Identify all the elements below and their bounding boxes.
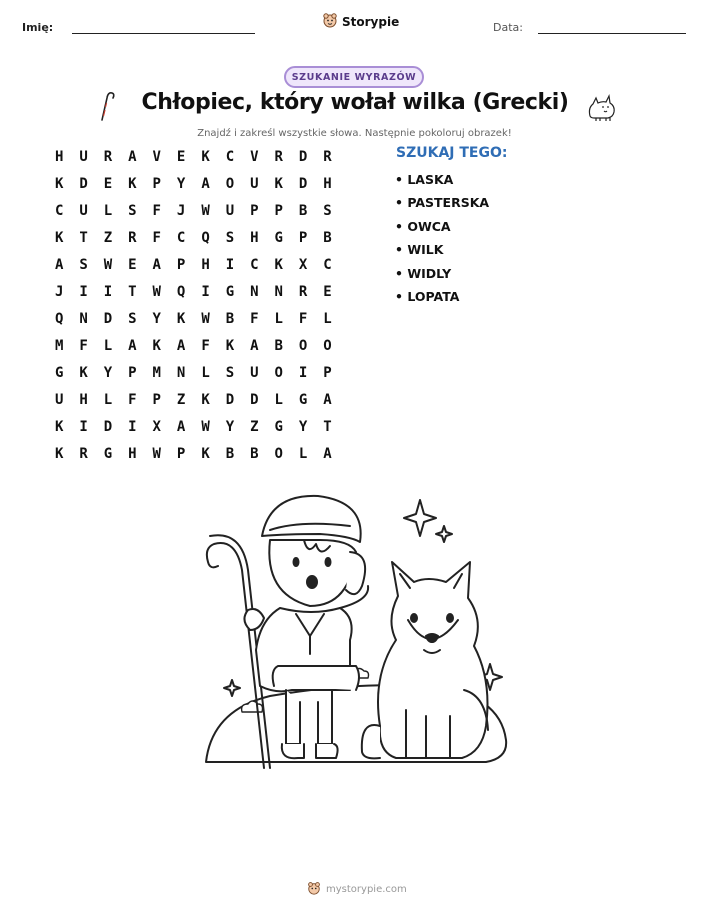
grid-letter[interactable]: U <box>250 365 259 381</box>
grid-letter[interactable]: C <box>225 149 235 165</box>
shepherd-staff-icon <box>96 90 116 126</box>
grid-letter[interactable]: D <box>103 311 113 327</box>
grid-letter[interactable]: B <box>225 311 235 327</box>
grid-letter[interactable]: I <box>201 284 210 300</box>
grid-letter[interactable]: R <box>103 149 113 165</box>
grid-letter[interactable]: N <box>274 284 283 300</box>
grid-letter[interactable]: V <box>152 149 161 165</box>
grid-letter[interactable]: U <box>79 149 88 165</box>
grid-letter[interactable]: K <box>274 176 283 192</box>
grid-letter[interactable]: C <box>250 257 259 273</box>
grid-letter[interactable]: W <box>152 446 161 462</box>
grid-letter[interactable]: H <box>79 392 88 408</box>
grid-row <box>47 147 340 174</box>
grid-letter[interactable]: R <box>274 149 283 165</box>
storypie-logo-icon <box>322 12 338 32</box>
grid-letter[interactable]: L <box>323 311 332 327</box>
grid-letter[interactable]: B <box>274 338 283 354</box>
grid-letter[interactable]: K <box>201 446 210 462</box>
word-list-item: • WIDLY <box>395 265 452 281</box>
grid-letter[interactable]: W <box>152 284 161 300</box>
grid-letter[interactable]: Q <box>176 284 186 300</box>
grid-row <box>47 255 340 282</box>
grid-letter[interactable]: K <box>201 149 210 165</box>
grid-letter[interactable]: G <box>103 446 113 462</box>
grid-row <box>47 309 340 336</box>
grid-letter[interactable]: K <box>79 365 88 381</box>
grid-letter[interactable]: I <box>79 284 88 300</box>
date-line[interactable] <box>538 33 686 34</box>
grid-row <box>47 390 340 417</box>
grid-letter[interactable]: C <box>176 230 186 246</box>
grid-letter[interactable]: I <box>103 284 113 300</box>
word-list-item: • PASTERSKA <box>395 195 490 211</box>
grid-letter[interactable]: U <box>250 176 259 192</box>
grid-letter[interactable]: B <box>298 203 308 219</box>
grid-letter[interactable]: R <box>323 149 332 165</box>
grid-letter[interactable]: P <box>176 446 186 462</box>
grid-letter[interactable]: T <box>323 419 332 435</box>
grid-letter[interactable]: F <box>250 311 259 327</box>
grid-letter[interactable]: I <box>298 365 308 381</box>
grid-row <box>47 201 340 228</box>
grid-letter[interactable]: F <box>79 338 88 354</box>
grid-letter[interactable]: P <box>152 392 161 408</box>
grid-letter[interactable]: S <box>323 203 332 219</box>
grid-letter[interactable]: M <box>152 365 161 381</box>
grid-letter[interactable]: F <box>298 311 308 327</box>
grid-letter[interactable]: E <box>128 257 137 273</box>
grid-row <box>47 417 340 444</box>
grid-letter[interactable]: F <box>152 230 161 246</box>
name-label: Imię: <box>22 21 54 34</box>
grid-letter[interactable]: A <box>323 446 332 462</box>
grid-letter[interactable]: P <box>176 257 186 273</box>
grid-letter[interactable]: B <box>250 446 259 462</box>
grid-letter[interactable]: H <box>201 257 210 273</box>
grid-letter[interactable]: S <box>225 365 235 381</box>
footer-url[interactable]: mystorypie.com <box>326 884 407 895</box>
grid-letter[interactable]: E <box>323 284 332 300</box>
grid-letter[interactable]: S <box>128 311 137 327</box>
grid-letter[interactable]: P <box>274 203 283 219</box>
grid-letter[interactable]: Y <box>298 419 308 435</box>
grid-letter[interactable]: L <box>103 392 113 408</box>
grid-letter[interactable]: I <box>128 419 137 435</box>
word-search-grid[interactable] <box>47 147 340 471</box>
grid-letter[interactable]: T <box>128 284 137 300</box>
grid-letter[interactable]: K <box>201 392 210 408</box>
grid-letter[interactable]: U <box>79 203 88 219</box>
grid-letter[interactable]: L <box>201 365 210 381</box>
grid-letter[interactable]: S <box>79 257 88 273</box>
grid-letter[interactable]: S <box>225 230 235 246</box>
grid-letter[interactable]: X <box>298 257 308 273</box>
grid-letter[interactable]: L <box>103 338 113 354</box>
grid-row <box>47 228 340 255</box>
grid-letter[interactable]: A <box>250 338 259 354</box>
grid-letter[interactable]: Z <box>103 230 113 246</box>
word-list-heading: SZUKAJ TEGO: <box>396 145 508 161</box>
grid-letter[interactable]: Y <box>176 176 186 192</box>
grid-letter[interactable]: L <box>274 311 283 327</box>
grid-letter[interactable]: R <box>298 284 308 300</box>
grid-letter[interactable]: M <box>54 338 64 354</box>
grid-letter[interactable]: W <box>103 257 113 273</box>
grid-letter[interactable]: K <box>54 419 64 435</box>
grid-letter[interactable]: F <box>152 203 161 219</box>
grid-letter[interactable]: G <box>298 392 308 408</box>
instructions: Znajdź i zakreśl wszystkie słowa. Następnie pokoloruj obrazek! <box>197 128 512 139</box>
grid-row <box>47 444 340 471</box>
grid-letter[interactable]: E <box>103 176 113 192</box>
grid-letter[interactable]: L <box>103 203 113 219</box>
grid-letter[interactable]: O <box>274 365 283 381</box>
footer <box>307 880 407 899</box>
grid-letter[interactable]: G <box>225 284 235 300</box>
grid-letter[interactable]: K <box>152 338 161 354</box>
grid-letter[interactable]: I <box>79 419 88 435</box>
grid-letter[interactable]: Y <box>103 365 113 381</box>
grid-letter[interactable]: A <box>323 392 332 408</box>
grid-letter[interactable]: D <box>298 149 308 165</box>
grid-letter[interactable]: U <box>54 392 64 408</box>
grid-letter[interactable]: R <box>128 230 137 246</box>
grid-letter[interactable]: U <box>225 203 235 219</box>
grid-letter[interactable]: G <box>54 365 64 381</box>
grid-row <box>47 174 340 201</box>
brand <box>322 12 399 32</box>
grid-letter[interactable]: W <box>201 203 210 219</box>
grid-letter[interactable]: G <box>274 419 283 435</box>
grid-letter[interactable]: S <box>128 203 137 219</box>
grid-letter[interactable]: Z <box>176 392 186 408</box>
grid-letter[interactable]: N <box>176 365 186 381</box>
grid-letter[interactable]: W <box>201 419 210 435</box>
grid-row <box>47 336 340 363</box>
grid-letter[interactable]: B <box>323 230 332 246</box>
date-label: Data: <box>493 21 523 34</box>
grid-letter[interactable]: P <box>323 365 332 381</box>
grid-letter[interactable]: A <box>128 338 137 354</box>
grid-letter[interactable]: E <box>176 149 186 165</box>
word-list <box>395 172 489 312</box>
grid-letter[interactable]: D <box>103 419 113 435</box>
grid-letter[interactable]: N <box>250 284 259 300</box>
page-title: Chłopiec, który wołał wilka (Grecki) <box>141 90 569 115</box>
grid-letter[interactable]: H <box>250 230 259 246</box>
grid-letter[interactable]: A <box>201 176 210 192</box>
grid-letter[interactable]: K <box>176 311 186 327</box>
grid-letter[interactable]: H <box>54 149 64 165</box>
grid-letter[interactable]: R <box>79 446 88 462</box>
grid-letter[interactable]: K <box>54 176 64 192</box>
grid-letter[interactable]: W <box>201 311 210 327</box>
grid-letter[interactable]: F <box>128 392 137 408</box>
grid-letter[interactable]: D <box>225 392 235 408</box>
grid-letter[interactable]: X <box>152 419 161 435</box>
grid-letter[interactable]: L <box>298 446 308 462</box>
grid-letter[interactable]: Y <box>225 419 235 435</box>
name-line[interactable] <box>72 33 255 34</box>
word-list-item: • LASKA <box>395 172 454 187</box>
grid-letter[interactable]: Y <box>152 311 161 327</box>
grid-row <box>47 363 340 390</box>
grid-letter[interactable]: G <box>274 230 283 246</box>
grid-letter[interactable]: J <box>176 203 186 219</box>
grid-letter[interactable]: C <box>323 257 332 273</box>
grid-letter[interactable]: A <box>176 338 186 354</box>
grid-letter[interactable]: D <box>298 176 308 192</box>
grid-letter[interactable]: Z <box>250 419 259 435</box>
grid-letter[interactable]: A <box>152 257 161 273</box>
word-list-item: • OWCA <box>395 218 451 234</box>
grid-letter[interactable]: H <box>128 446 137 462</box>
grid-letter[interactable]: A <box>128 149 137 165</box>
grid-letter[interactable]: Q <box>201 230 210 246</box>
wolf-icon <box>584 90 620 126</box>
grid-letter[interactable]: H <box>323 176 332 192</box>
grid-letter[interactable]: Q <box>54 311 64 327</box>
storypie-logo-icon <box>307 880 321 899</box>
grid-letter[interactable]: L <box>274 392 283 408</box>
grid-letter[interactable]: J <box>54 284 64 300</box>
shepherd-boy-and-wolf-illustration <box>200 490 520 780</box>
grid-letter[interactable]: K <box>54 446 64 462</box>
grid-letter[interactable]: N <box>79 311 88 327</box>
grid-letter[interactable]: O <box>274 446 283 462</box>
grid-letter[interactable]: O <box>323 338 332 354</box>
grid-letter[interactable]: A <box>54 257 64 273</box>
grid-letter[interactable]: O <box>225 176 235 192</box>
grid-letter[interactable]: F <box>201 338 210 354</box>
grid-letter[interactable]: C <box>54 203 64 219</box>
brand-name: Storypie <box>342 15 400 29</box>
grid-row <box>47 282 340 309</box>
activity-badge: SZUKANIE WYRAZÓW <box>284 66 424 88</box>
grid-letter[interactable]: B <box>225 446 235 462</box>
grid-letter[interactable]: A <box>176 419 186 435</box>
grid-letter[interactable]: P <box>250 203 259 219</box>
grid-letter[interactable]: K <box>225 338 235 354</box>
grid-letter[interactable]: V <box>250 149 259 165</box>
grid-letter[interactable]: D <box>250 392 259 408</box>
grid-letter[interactable]: I <box>225 257 235 273</box>
grid-letter[interactable]: T <box>79 230 88 246</box>
grid-letter[interactable]: K <box>274 257 283 273</box>
grid-letter[interactable]: P <box>152 176 161 192</box>
grid-letter[interactable]: K <box>128 176 137 192</box>
grid-letter[interactable]: P <box>298 230 308 246</box>
grid-letter[interactable]: D <box>79 176 88 192</box>
word-list-item: • WILK <box>395 242 444 258</box>
grid-letter[interactable]: P <box>128 365 137 381</box>
word-list-item: • LOPATA <box>395 288 460 304</box>
grid-letter[interactable]: O <box>298 338 308 354</box>
grid-letter[interactable]: K <box>54 230 64 246</box>
